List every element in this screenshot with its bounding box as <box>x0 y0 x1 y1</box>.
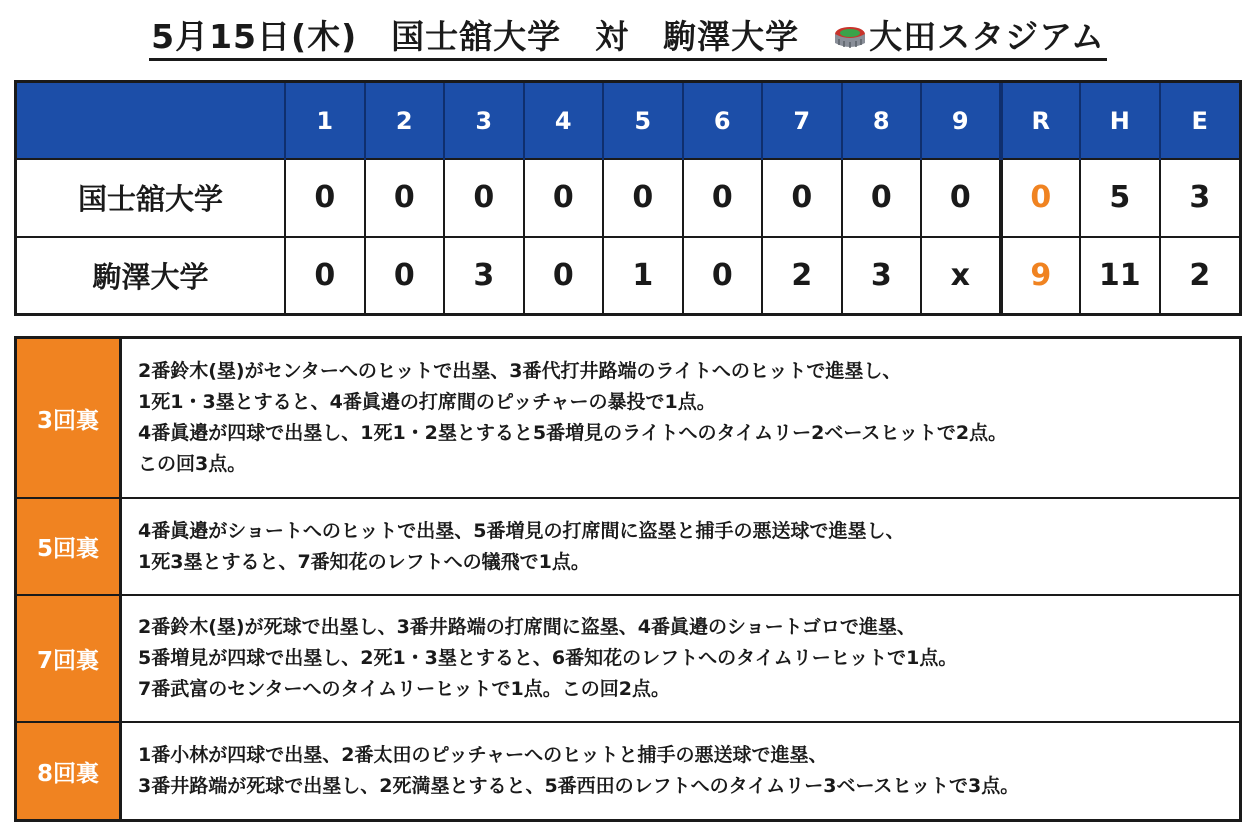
venue-name: 大田スタジアム <box>869 17 1105 56</box>
inning-score: 0 <box>842 159 922 237</box>
inning-label: 5回裏 <box>17 499 122 594</box>
inning-score: 2 <box>762 237 842 313</box>
total-runs: 0 <box>1001 159 1081 237</box>
inning-score: 0 <box>524 159 604 237</box>
total-errors: 2 <box>1160 237 1240 313</box>
scoring-play <box>17 497 1239 594</box>
scoreboard-row-away <box>17 159 1239 237</box>
scoreboard-header-row <box>17 83 1239 159</box>
inning-header: 8 <box>842 83 922 159</box>
play-description <box>122 339 1239 497</box>
stadium-icon <box>833 21 867 51</box>
inning-score: 0 <box>683 237 763 313</box>
inning-score: 0 <box>285 159 365 237</box>
play-line: 1死1・3塁とすると、4番眞邉の打席間のピッチャーの暴投で1点。 <box>138 391 716 413</box>
scoreboard-row-home <box>17 237 1239 313</box>
inning-header: 7 <box>762 83 842 159</box>
runs-header: R <box>1001 83 1081 159</box>
play-line: 2番鈴木(塁)が死球で出塁し、3番井路端の打席間に盗塁、4番眞邉のショートゴロで進塁、 <box>138 616 916 638</box>
inning-score: 0 <box>921 159 1001 237</box>
inning-score: 1 <box>603 237 683 313</box>
inning-score: 0 <box>524 237 604 313</box>
play-line: 1死3塁とすると、7番知花のレフトへの犠飛で1点。 <box>138 550 590 573</box>
scoring-play <box>17 594 1239 721</box>
play-line: 7番武富のセンターへのタイムリーヒットで1点。この回2点。 <box>138 678 670 700</box>
inning-score: 0 <box>365 237 445 313</box>
inning-header: 2 <box>365 83 445 159</box>
team-name: 国士舘大学 <box>17 159 285 237</box>
play-line: 5番増見が四球で出塁し、2死1・3塁とすると、6番知花のレフトへのタイムリーヒットで1点。 <box>138 647 958 669</box>
play-line: 4番眞邉が四球で出塁し、1死1・2塁とすると5番増見のライトへのタイムリー2ベースヒットで2点。 <box>138 422 1008 444</box>
play-line: 3番井路端が死球で出塁し、2死満塁とすると、5番西田のレフトへのタイムリー3ベースヒットで3点。 <box>138 775 1020 797</box>
scoreboard <box>14 80 1242 316</box>
inning-header: 5 <box>603 83 683 159</box>
inning-score: 0 <box>444 159 524 237</box>
inning-header: 6 <box>683 83 763 159</box>
inning-score: 0 <box>762 159 842 237</box>
inning-score: 3 <box>842 237 922 313</box>
inning-score: 3 <box>444 237 524 313</box>
play-line: この回3点。 <box>138 453 247 475</box>
team-column-header <box>17 83 285 159</box>
versus-label: 対 <box>595 17 630 56</box>
errors-header: E <box>1160 83 1240 159</box>
inning-header: 3 <box>444 83 524 159</box>
game-date: 5月15日(木) <box>151 17 358 56</box>
inning-label: 8回裏 <box>17 723 122 819</box>
inning-label: 3回裏 <box>17 339 122 497</box>
title-underline <box>149 16 1107 61</box>
inning-score: x <box>921 237 1001 313</box>
inning-header: 1 <box>285 83 365 159</box>
home-team-name: 駒澤大学 <box>663 17 800 56</box>
scoring-play <box>17 339 1239 497</box>
inning-score: 0 <box>603 159 683 237</box>
inning-score: 0 <box>285 237 365 313</box>
inning-header: 9 <box>921 83 1001 159</box>
inning-header: 4 <box>524 83 604 159</box>
play-line: 2番鈴木(塁)がセンターへのヒットで出塁、3番代打井路端のライトへのヒットで進塁し、 <box>138 360 902 382</box>
away-team-name: 国士舘大学 <box>391 17 562 56</box>
play-line: 1番小林が四球で出塁、2番太田のピッチャーへのヒットと捕手の悪送球で進塁、 <box>138 744 828 766</box>
inning-score: 0 <box>683 159 763 237</box>
total-runs: 9 <box>1001 237 1081 313</box>
play-line: 4番眞邉がショートへのヒットで出塁、5番増見の打席間に盗塁と捕手の悪送球で進塁し、 <box>138 519 905 542</box>
play-description <box>122 723 1239 819</box>
total-hits: 11 <box>1080 237 1160 313</box>
total-errors: 3 <box>1160 159 1240 237</box>
hits-header: H <box>1080 83 1160 159</box>
play-description <box>122 499 1239 594</box>
scoring-play <box>17 721 1239 819</box>
scoring-summary <box>14 336 1242 822</box>
page-title <box>0 14 1256 61</box>
inning-score: 0 <box>365 159 445 237</box>
total-hits: 5 <box>1080 159 1160 237</box>
play-description <box>122 596 1239 721</box>
team-name: 駒澤大学 <box>17 237 285 313</box>
inning-label: 7回裏 <box>17 596 122 721</box>
